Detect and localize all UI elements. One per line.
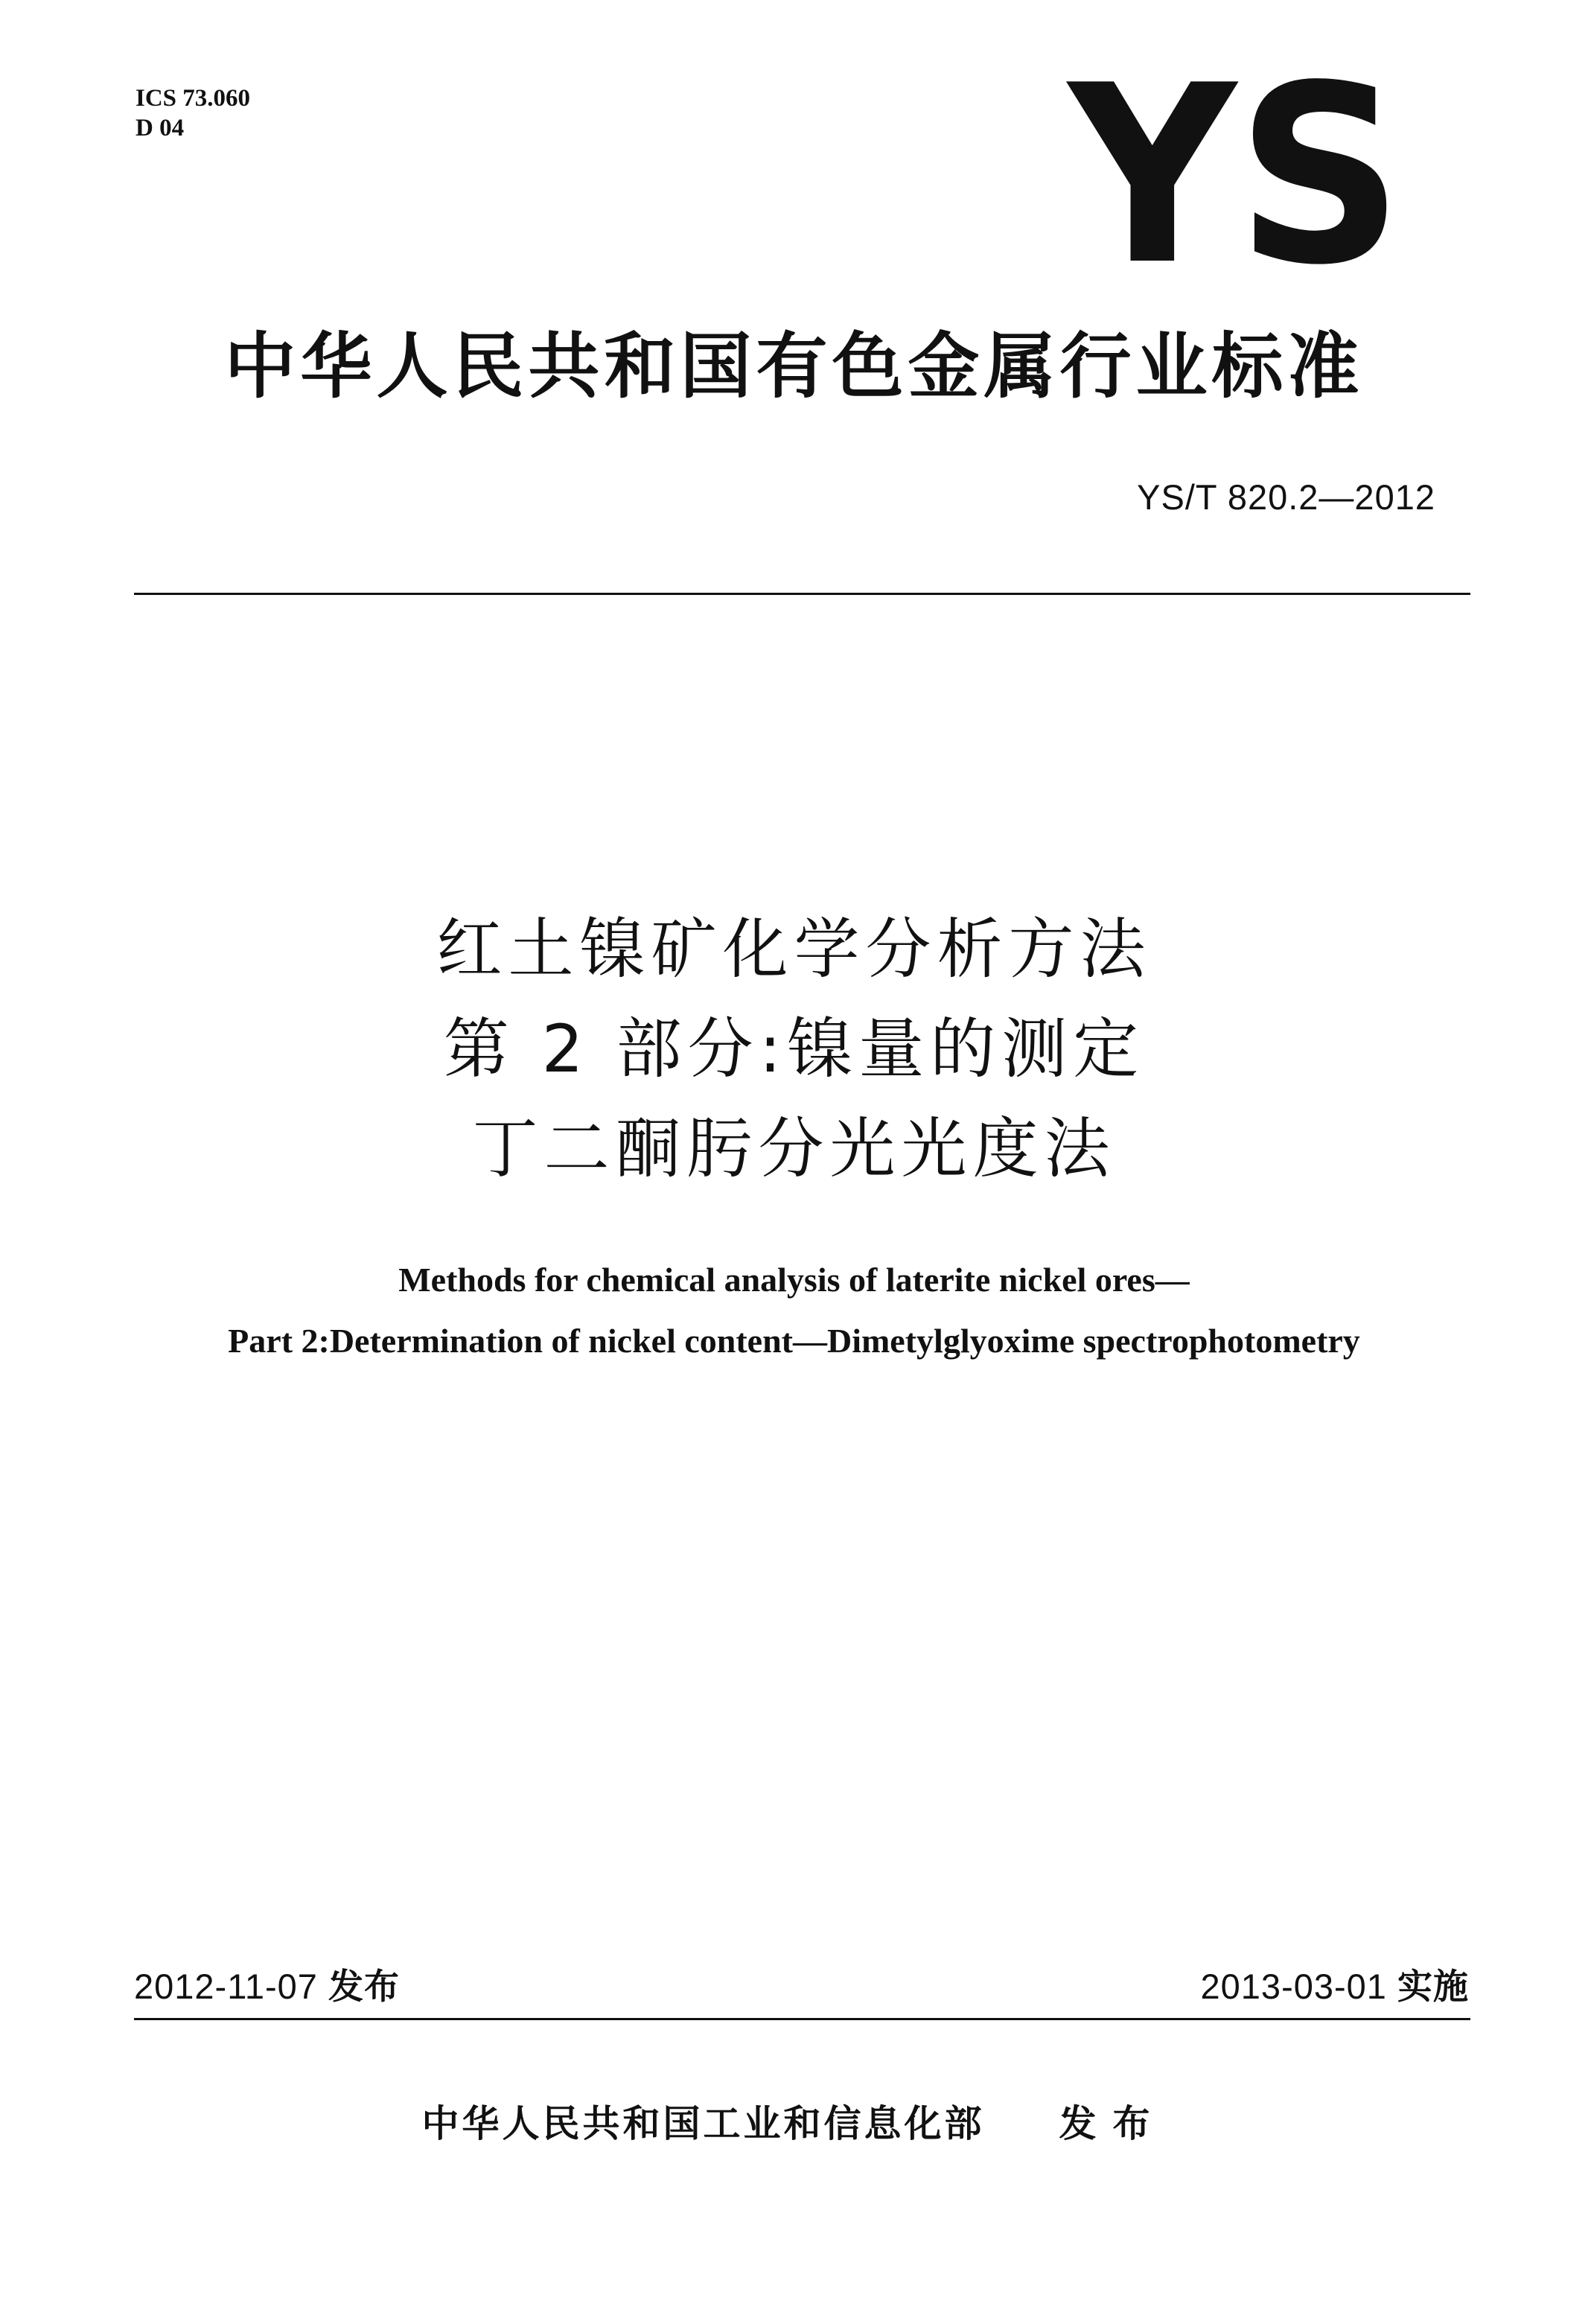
title-cn-line-3: 丁二酮肟分光光度法	[472, 1110, 1116, 1187]
ys-logo-text: YS	[1065, 74, 1403, 276]
standard-name: 中华人民共和国有色金属行业标准	[224, 325, 1364, 408]
title-chinese	[0, 900, 1588, 1199]
title-english	[0, 1249, 1588, 1372]
implement-date-block	[1201, 1966, 1469, 2008]
publisher-name: 中华人民共和国工业和信息化部	[421, 2102, 985, 2145]
ys-logo	[1057, 74, 1415, 290]
implement-label: 实施	[1397, 1967, 1469, 2008]
standard-number: YS/T 820.2—2012	[1137, 477, 1435, 517]
title-en-line-2: Part 2:Determination of nickel content—Dimetylglyoxime spectrophotometry	[228, 1322, 1360, 1360]
issue-date-block	[134, 1966, 400, 2008]
classification-codes	[135, 83, 250, 143]
title-en-line-1: Methods for chemical analysis of laterite nickel ores—	[398, 1261, 1190, 1299]
ics-code: ICS 73.060	[135, 85, 251, 112]
issue-date: 2012-11-07	[134, 1967, 318, 2006]
publisher-line	[0, 2100, 1588, 2148]
ccs-code: D 04	[135, 115, 185, 141]
publisher-action: 发布	[1059, 2102, 1167, 2145]
implement-date: 2013-03-01	[1200, 1967, 1387, 2006]
footer-divider	[134, 2018, 1470, 2020]
title-cn-line-2: 第 2 部分:镍量的测定	[443, 1010, 1145, 1087]
title-cn-line-1: 红土镍矿化学分析方法	[436, 911, 1152, 987]
ys-logo-icon	[1065, 74, 1407, 276]
issue-label: 发布	[328, 1967, 400, 2008]
header-divider	[134, 593, 1470, 595]
